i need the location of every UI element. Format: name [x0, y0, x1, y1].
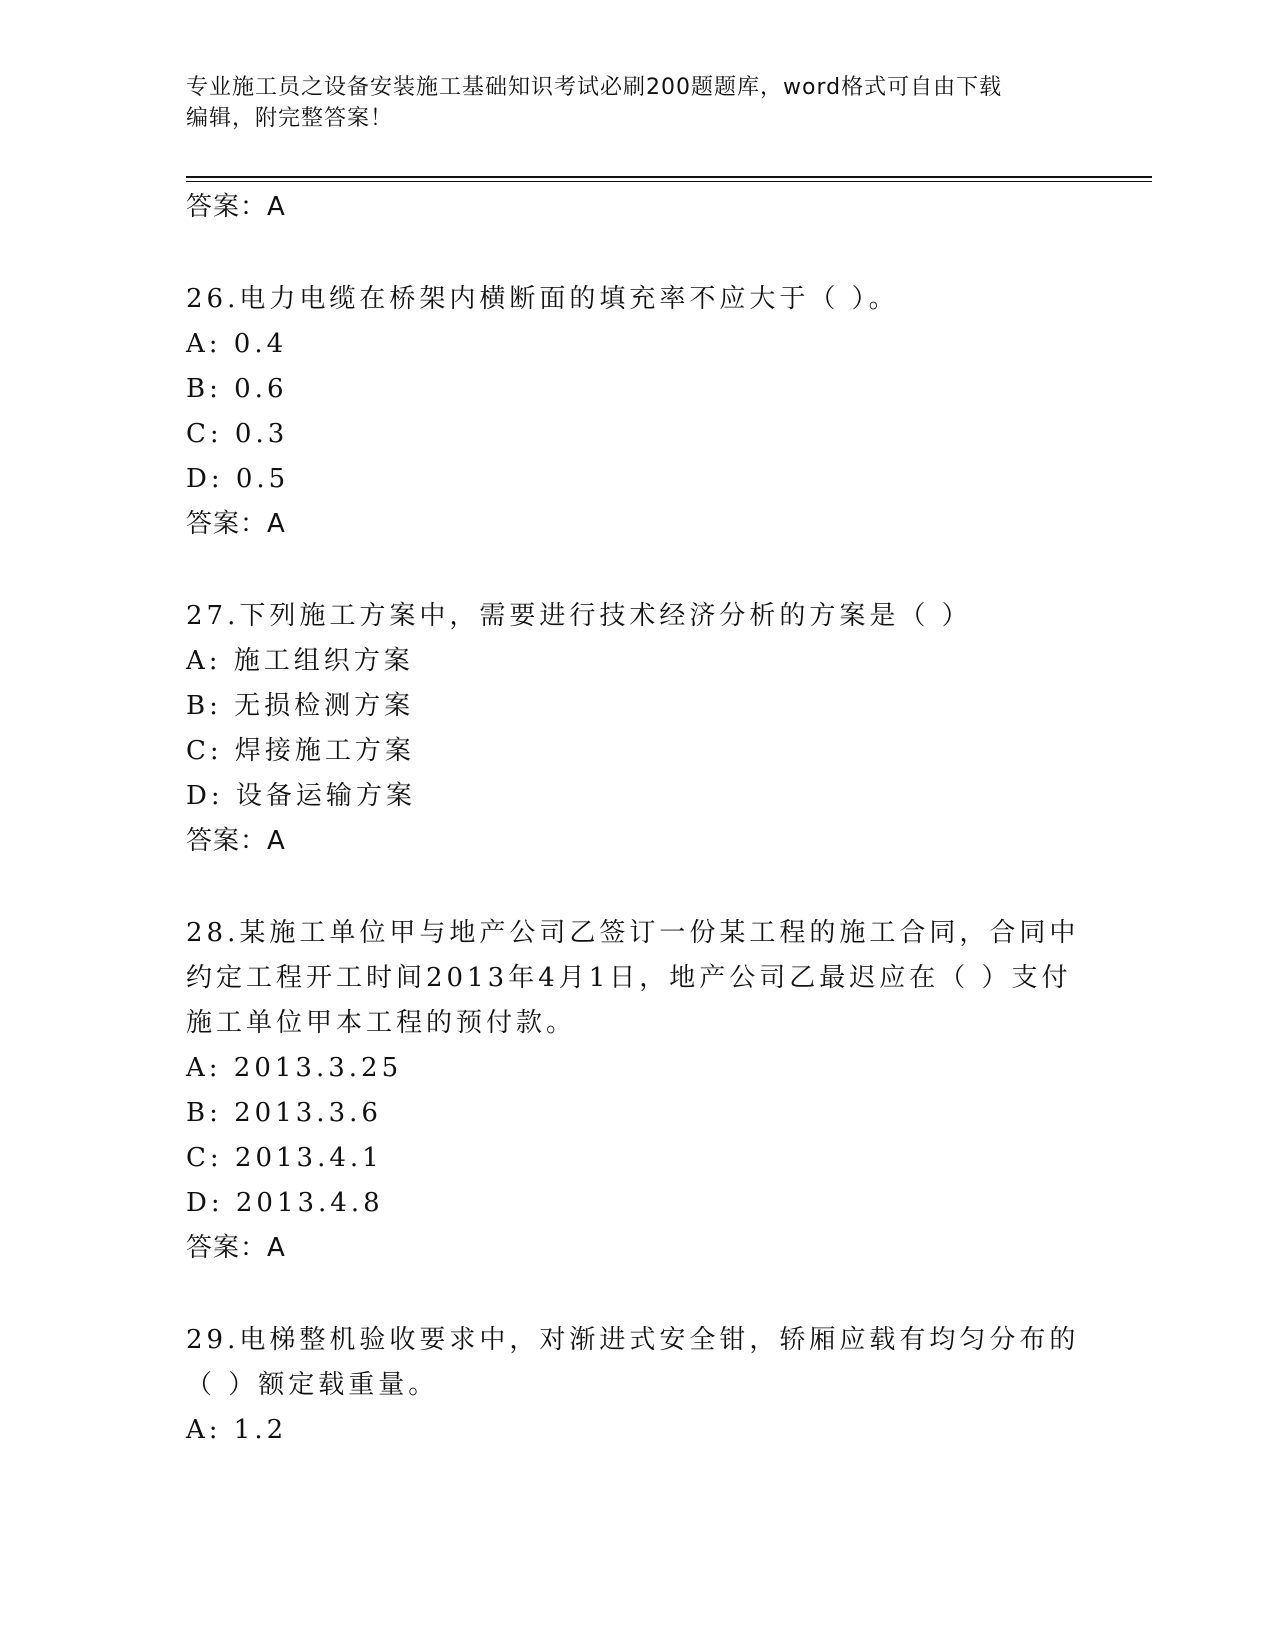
question-text: 29.电梯整机验收要求中，对渐进式安全钳，轿厢应载有均匀分布的（ ）额定载重量。 — [186, 1325, 1080, 1400]
question-list — [186, 185, 1086, 1453]
option-c: C: 0.3 — [186, 419, 289, 449]
option-c: C: 焊接施工方案 — [186, 736, 415, 766]
option-b: B: 0.6 — [186, 374, 288, 404]
option-d: D: 0.5 — [186, 464, 290, 494]
option-d: D: 设备运输方案 — [186, 781, 416, 811]
option-a: A: 2013.3.25 — [186, 1053, 403, 1083]
header-divider-thin — [186, 181, 1152, 182]
option-a: A: 1.2 — [186, 1415, 288, 1445]
header-line-1: 专业施工员之设备安装施工基础知识考试必刷200题题库，word格式可自由下载 — [186, 75, 1003, 100]
document-header — [186, 72, 1086, 134]
question-item-26 — [186, 277, 1086, 546]
answer-line: 答案：A — [186, 826, 286, 856]
answer-line: 答案：A — [186, 192, 286, 222]
answer-line: 答案：A — [186, 1233, 286, 1263]
question-item-28 — [186, 911, 1086, 1270]
question-text: 26.电力电缆在桥架内横断面的填充率不应大于（ ）。 — [186, 284, 899, 314]
answer-line: 答案：A — [186, 509, 286, 539]
option-a: A: 0.4 — [186, 329, 288, 359]
option-b: B: 2013.3.6 — [186, 1098, 382, 1128]
option-d: D: 2013.4.8 — [186, 1188, 384, 1218]
header-line-2: 编辑，附完整答案！ — [186, 106, 394, 131]
question-item-27 — [186, 594, 1086, 863]
question-text: 28.某施工单位甲与地产公司乙签订一份某工程的施工合同，合同中约定工程开工时间2013年4月1日，地产公司乙最迟应在（ ）支付施工单位甲本工程的预付款。 — [186, 918, 1080, 1038]
option-a: A: 施工组织方案 — [186, 646, 414, 676]
question-item-29 — [186, 1318, 1086, 1453]
header-divider-thick — [186, 176, 1152, 178]
question-text: 27.下列施工方案中，需要进行技术经济分析的方案是（ ） — [186, 601, 972, 631]
option-c: C: 2013.4.1 — [186, 1143, 383, 1173]
option-b: B: 无损检测方案 — [186, 691, 415, 721]
